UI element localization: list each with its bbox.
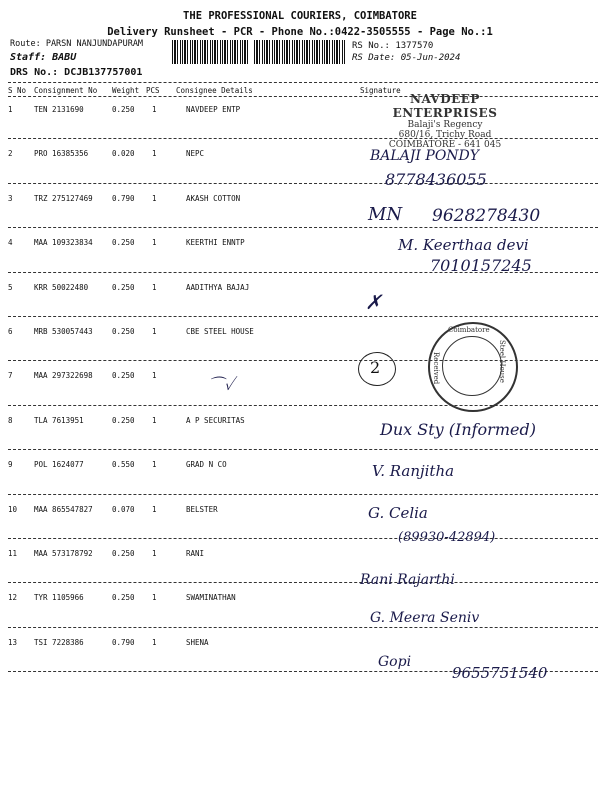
- row-weight: 0.250: [112, 415, 135, 425]
- stamp-line2: 680/16, Trichy Road: [398, 130, 492, 140]
- row-consignee: SWAMINATHAN: [186, 593, 236, 603]
- row-consignment-no: MAA 297322698: [34, 371, 93, 381]
- row-sno: 9: [8, 460, 13, 470]
- row-divider: [8, 316, 598, 317]
- sig-row9: V. Ranjitha: [372, 462, 455, 480]
- sig-row10-phone: (89930-42894): [398, 530, 496, 545]
- company-stamp: [360, 92, 530, 150]
- row-sno: 1: [8, 105, 13, 114]
- row-divider: [8, 582, 598, 583]
- sig-row13-phone: 9655751540: [452, 664, 548, 682]
- row-pcs: 1: [152, 504, 157, 514]
- barcode-1: [172, 40, 249, 64]
- row-consignment-no: MAA 865547827: [34, 504, 93, 514]
- row-consignee: RANI: [186, 549, 205, 558]
- sig-row3-phone: 9628278430: [432, 206, 541, 226]
- row-sno: 5: [8, 282, 13, 292]
- row-consignment-no: TSI 7228386: [34, 637, 84, 647]
- row-sno: 12: [8, 593, 18, 603]
- barcode-2: [254, 40, 346, 64]
- row-divider: [8, 405, 598, 406]
- rs-number: RS No.: 1377570: [352, 41, 434, 51]
- row-consignee: NEPC: [186, 149, 205, 159]
- row-consignment-no: TEN 2131690: [34, 105, 84, 114]
- row-consignment-no: POL 1624077: [34, 460, 84, 470]
- row-divider: [8, 449, 598, 450]
- row-pcs: 1: [152, 460, 157, 470]
- row-consignment-no: TLA 7613951: [34, 415, 84, 425]
- row-consignment-no: KRR 50022480: [34, 282, 89, 292]
- row-pcs: 1: [152, 371, 157, 381]
- row-sno: 13: [8, 637, 18, 647]
- sig-row3-initials: MN: [368, 204, 403, 225]
- row-consignee: BELSTER: [186, 504, 218, 514]
- route-label: Route: PARSN NANJUNDAPURAM: [10, 39, 144, 49]
- sig-row7-mark: ⌒✓: [208, 375, 235, 394]
- sig-row10-name: G. Celia: [368, 504, 428, 522]
- rs-date: RS Date: 05-Jun-2024: [352, 53, 461, 63]
- row-divider: [8, 627, 598, 628]
- row-weight: 0.250: [112, 282, 135, 292]
- circle-number: 2: [370, 358, 381, 377]
- sig-row4-name: M. Keerthaa devi: [398, 236, 529, 254]
- row-consignment-no: TYR 1105966: [34, 593, 84, 603]
- row-sno: 6: [8, 327, 13, 336]
- row-consignee: A P SECURITAS: [186, 415, 245, 425]
- row-consignment-no: MAA 573178792: [34, 549, 93, 558]
- sig-row4-number: 7010157245: [430, 256, 532, 275]
- row-consignee: CBE STEEL HOUSE: [186, 327, 254, 336]
- col-consignment: Consignment No: [34, 86, 98, 95]
- sig-row11: Rani Rajarthi: [360, 572, 455, 588]
- row-consignee: NAVDEEP ENTP: [186, 105, 241, 114]
- row-pcs: 1: [152, 238, 157, 248]
- row-consignment-no: MRB 530057443: [34, 327, 93, 336]
- round-stamp-right: Steel House: [498, 340, 506, 383]
- sig-row12: G. Meera Seniv: [370, 610, 480, 626]
- col-sno: S No: [8, 86, 27, 95]
- row-weight: 0.250: [112, 105, 135, 114]
- col-signature: Signature: [360, 86, 401, 95]
- stamp-line3: COIMBATORE - 641 045: [388, 140, 502, 150]
- row-consignee: GRAD N CO: [186, 460, 227, 470]
- row-sno: 2: [8, 149, 13, 159]
- row-pcs: 1: [152, 282, 157, 292]
- row-pcs: 1: [152, 637, 157, 647]
- row-weight: 0.250: [112, 593, 135, 603]
- row-consignee: SHENA: [186, 637, 209, 647]
- col-pcs: PCS: [146, 86, 160, 95]
- row-pcs: 1: [152, 593, 157, 603]
- row-pcs: 1: [152, 415, 157, 425]
- row-weight: 0.250: [112, 371, 135, 381]
- row-sno: 8: [8, 415, 13, 425]
- row-consignment-no: MAA 109323834: [34, 238, 93, 248]
- row-consignee: AADITHYA BAJAJ: [186, 282, 250, 292]
- row-sno: 10: [8, 504, 18, 514]
- header-top-rule: [8, 82, 598, 83]
- sig-row2-name: BALAJI PONDY: [370, 148, 480, 164]
- row-consignment-no: TRZ 275127469: [34, 193, 93, 203]
- sig-row7-circle: [358, 352, 396, 386]
- row-pcs: 1: [152, 549, 157, 558]
- row-sno: 7: [8, 371, 13, 381]
- row-consignee: AKASH COTTON: [186, 193, 241, 203]
- row-pcs: 1: [152, 149, 157, 159]
- round-stamp-top: Coimbatore: [448, 326, 490, 334]
- runsheet-title: Delivery Runsheet - PCR - Phone No.:0422-3505555 - Page No.:1: [107, 26, 493, 38]
- row-pcs: 1: [152, 327, 157, 336]
- row-weight: 0.020: [112, 149, 135, 159]
- row-weight: 0.550: [112, 460, 135, 470]
- row-weight: 0.790: [112, 193, 135, 203]
- col-consignee: Consignee Details: [176, 86, 253, 95]
- row-pcs: 1: [152, 105, 157, 114]
- row-divider: [8, 538, 598, 539]
- col-weight: Weight: [112, 86, 140, 95]
- row-consignment-no: PRO 16385356: [34, 149, 89, 159]
- sig-row5-mark: ✗: [365, 290, 382, 314]
- row-sno: 11: [8, 549, 18, 558]
- sig-row13-name: Gopi: [378, 654, 412, 670]
- stamp-name: NAVDEEP ENTERPRISES: [392, 92, 498, 120]
- drs-number: DRS No.: DCJB137757001: [10, 67, 143, 78]
- row-weight: 0.250: [112, 549, 135, 558]
- sig-row8: Dux Sty (Informed): [380, 420, 536, 439]
- row-weight: 0.250: [112, 327, 135, 336]
- row-divider: [8, 227, 598, 228]
- row-divider: [8, 183, 598, 184]
- stamp-line1: Balaji's Regency: [407, 120, 483, 130]
- row-weight: 0.070: [112, 504, 135, 514]
- company-title: THE PROFESSIONAL COURIERS, COIMBATORE: [183, 10, 417, 22]
- row-pcs: 1: [152, 193, 157, 203]
- sig-row2-phone: 8778436055: [385, 170, 487, 189]
- staff-label: Staff: BABU: [10, 52, 77, 63]
- row-sno: 3: [8, 193, 13, 203]
- row-sno: 4: [8, 238, 13, 248]
- round-stamp-left: Received: [432, 352, 440, 385]
- row-weight: 0.790: [112, 637, 135, 647]
- row-weight: 0.250: [112, 238, 135, 248]
- row-consignee: KEERTHI ENNTP: [186, 238, 245, 248]
- row-divider: [8, 494, 598, 495]
